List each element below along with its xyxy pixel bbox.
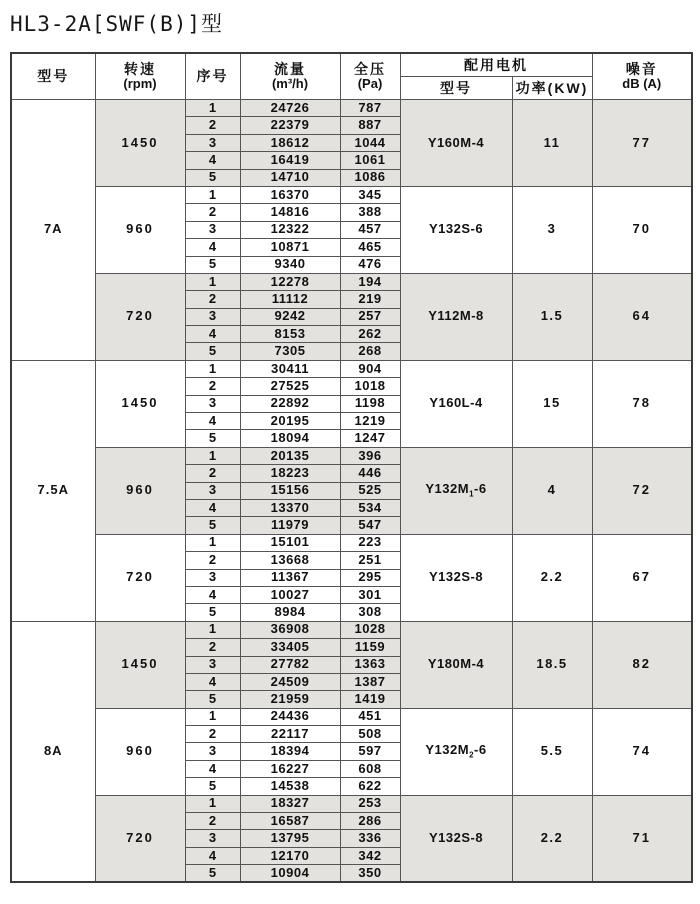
noise-cell: 72 (592, 447, 692, 534)
rpm-cell: 720 (95, 273, 185, 360)
seq-cell: 3 (185, 743, 240, 760)
seq-cell: 4 (185, 413, 240, 430)
motor-model-cell: $Y132M_2-6$ (400, 708, 512, 795)
pressure-cell: 787 (340, 100, 400, 117)
noise-cell: 82 (592, 621, 692, 708)
seq-cell: 3 (185, 134, 240, 151)
flow-cell: 12278 (240, 273, 340, 290)
pressure-cell: 1419 (340, 691, 400, 708)
power-cell: 18.5 (512, 621, 592, 708)
motor-model-cell: Y132S-8 (400, 795, 512, 882)
pressure-cell: 1018 (340, 378, 400, 395)
seq-cell: 5 (185, 778, 240, 795)
seq-cell: 2 (185, 813, 240, 830)
power-cell: 2.2 (512, 795, 592, 882)
table-row (11, 795, 692, 812)
flow-cell: 22117 (240, 726, 340, 743)
seq-cell: 4 (185, 760, 240, 777)
flow-cell: 16370 (240, 186, 340, 203)
flow-cell: 21959 (240, 691, 340, 708)
seq-cell: 4 (185, 326, 240, 343)
flow-cell: 36908 (240, 621, 340, 638)
flow-cell: 13370 (240, 499, 340, 516)
flow-cell: 11979 (240, 517, 340, 534)
pressure-cell: 286 (340, 813, 400, 830)
header-pressure (340, 53, 400, 100)
header-flow-label: 流量 (274, 60, 306, 77)
rpm-cell: 1450 (95, 360, 185, 447)
motor-model-cell: Y112M-8 (400, 273, 512, 360)
pressure-cell: 608 (340, 760, 400, 777)
seq-cell: 2 (185, 204, 240, 221)
pressure-cell: 1198 (340, 395, 400, 412)
pressure-cell: 534 (340, 499, 400, 516)
noise-cell: 74 (592, 708, 692, 795)
flow-cell: 15101 (240, 534, 340, 551)
seq-cell: 1 (185, 273, 240, 290)
pressure-cell: 388 (340, 204, 400, 221)
pressure-cell: 457 (340, 221, 400, 238)
seq-cell: 5 (185, 256, 240, 273)
flow-cell: 16587 (240, 813, 340, 830)
seq-cell: 5 (185, 517, 240, 534)
fan-spec-table (10, 52, 693, 883)
seq-cell: 4 (185, 847, 240, 864)
seq-cell: 2 (185, 726, 240, 743)
flow-cell: 10027 (240, 586, 340, 603)
header-noise (592, 53, 692, 100)
flow-cell: 24509 (240, 673, 340, 690)
pressure-cell: 451 (340, 708, 400, 725)
noise-cell: 78 (592, 360, 692, 447)
motor-model-cell: Y132S-6 (400, 186, 512, 273)
pressure-cell: 1159 (340, 639, 400, 656)
pressure-cell: 1086 (340, 169, 400, 186)
header-model: 型号 (11, 53, 95, 100)
pressure-cell: 904 (340, 360, 400, 377)
flow-cell: 13668 (240, 552, 340, 569)
flow-cell: 18612 (240, 134, 340, 151)
pressure-cell: 1219 (340, 413, 400, 430)
header-noise-unit: dB (A) (622, 76, 662, 92)
pressure-cell: 465 (340, 239, 400, 256)
flow-cell: 8984 (240, 604, 340, 621)
power-cell: 5.5 (512, 708, 592, 795)
pressure-cell: 336 (340, 830, 400, 847)
flow-cell: 11367 (240, 569, 340, 586)
flow-cell: 20195 (240, 413, 340, 430)
seq-cell: 2 (185, 117, 240, 134)
flow-cell: 10904 (240, 865, 340, 882)
seq-cell: 4 (185, 586, 240, 603)
seq-cell: 1 (185, 100, 240, 117)
flow-cell: 16419 (240, 152, 340, 169)
flow-cell: 11112 (240, 291, 340, 308)
table-header (11, 53, 692, 100)
power-cell: 15 (512, 360, 592, 447)
seq-cell: 2 (185, 465, 240, 482)
pressure-cell: 1044 (340, 134, 400, 151)
seq-cell: 3 (185, 308, 240, 325)
pressure-cell: 1247 (340, 430, 400, 447)
flow-cell: 12170 (240, 847, 340, 864)
model-cell: 8A (11, 621, 95, 882)
flow-cell: 7305 (240, 343, 340, 360)
header-speed (95, 53, 185, 100)
header-speed-unit: (rpm) (123, 76, 157, 92)
table-row (11, 708, 692, 725)
rpm-cell: 1450 (95, 100, 185, 187)
power-cell: 1.5 (512, 273, 592, 360)
noise-cell: 77 (592, 100, 692, 187)
seq-cell: 1 (185, 534, 240, 551)
rpm-cell: 720 (95, 795, 185, 882)
table-row (11, 447, 692, 464)
pressure-cell: 219 (340, 291, 400, 308)
seq-cell: 5 (185, 169, 240, 186)
seq-cell: 1 (185, 447, 240, 464)
table-row (11, 273, 692, 290)
header-speed-label: 转速 (124, 60, 156, 77)
motor-model-cell: Y180M-4 (400, 621, 512, 708)
pressure-cell: 257 (340, 308, 400, 325)
seq-cell: 1 (185, 360, 240, 377)
pressure-cell: 268 (340, 343, 400, 360)
table-row (11, 621, 692, 638)
pressure-cell: 622 (340, 778, 400, 795)
flow-cell: 24436 (240, 708, 340, 725)
noise-cell: 67 (592, 534, 692, 621)
rpm-cell: 1450 (95, 621, 185, 708)
header-motor-power: 功率(KW) (512, 77, 592, 100)
header-noise-label: 噪音 (625, 60, 658, 77)
pressure-cell: 508 (340, 726, 400, 743)
rpm-cell: 720 (95, 534, 185, 621)
seq-cell: 3 (185, 830, 240, 847)
seq-cell: 5 (185, 691, 240, 708)
seq-cell: 5 (185, 604, 240, 621)
seq-cell: 1 (185, 708, 240, 725)
pressure-cell: 308 (340, 604, 400, 621)
motor-model-cell: Y160M-4 (400, 100, 512, 187)
flow-cell: 33405 (240, 639, 340, 656)
header-row-1 (11, 53, 692, 77)
model-cell: 7.5A (11, 360, 95, 621)
pressure-cell: 295 (340, 569, 400, 586)
flow-cell: 14710 (240, 169, 340, 186)
noise-cell: 64 (592, 273, 692, 360)
pressure-cell: 1387 (340, 673, 400, 690)
seq-cell: 3 (185, 221, 240, 238)
seq-cell: 2 (185, 552, 240, 569)
pressure-cell: 446 (340, 465, 400, 482)
flow-cell: 22892 (240, 395, 340, 412)
seq-cell: 4 (185, 152, 240, 169)
seq-cell: 1 (185, 795, 240, 812)
rpm-cell: 960 (95, 186, 185, 273)
header-flow-unit: (m³/h) (271, 76, 309, 92)
model-cell: 7A (11, 100, 95, 361)
pressure-cell: 262 (340, 326, 400, 343)
motor-model-cell: Y132S-8 (400, 534, 512, 621)
seq-cell: 1 (185, 621, 240, 638)
flow-cell: 9242 (240, 308, 340, 325)
pressure-cell: 301 (340, 586, 400, 603)
header-motor-model: 型号 (400, 77, 512, 100)
header-flow (240, 53, 340, 100)
seq-cell: 3 (185, 482, 240, 499)
header-motor-group: 配用电机 (400, 53, 592, 77)
seq-cell: 3 (185, 395, 240, 412)
pressure-cell: 251 (340, 552, 400, 569)
header-pressure-unit: (Pa) (357, 76, 383, 92)
flow-cell: 30411 (240, 360, 340, 377)
flow-cell: 13795 (240, 830, 340, 847)
flow-cell: 18327 (240, 795, 340, 812)
noise-cell: 70 (592, 186, 692, 273)
seq-cell: 2 (185, 291, 240, 308)
page-title: HL3-2A[SWF(B)]型 (10, 12, 224, 36)
seq-cell: 4 (185, 673, 240, 690)
flow-cell: 8153 (240, 326, 340, 343)
pressure-cell: 1363 (340, 656, 400, 673)
rpm-cell: 960 (95, 708, 185, 795)
pressure-cell: 887 (340, 117, 400, 134)
flow-cell: 15156 (240, 482, 340, 499)
pressure-cell: 194 (340, 273, 400, 290)
pressure-cell: 597 (340, 743, 400, 760)
flow-cell: 22379 (240, 117, 340, 134)
seq-cell: 3 (185, 569, 240, 586)
motor-model-cell: Y160L-4 (400, 360, 512, 447)
flow-cell: 18094 (240, 430, 340, 447)
flow-cell: 24726 (240, 100, 340, 117)
flow-cell: 18394 (240, 743, 340, 760)
flow-cell: 20135 (240, 447, 340, 464)
seq-cell: 4 (185, 239, 240, 256)
flow-cell: 12322 (240, 221, 340, 238)
seq-cell: 5 (185, 865, 240, 882)
pressure-cell: 350 (340, 865, 400, 882)
seq-cell: 1 (185, 186, 240, 203)
table-row (11, 100, 692, 117)
header-pressure-label: 全压 (354, 60, 386, 77)
pressure-cell: 1061 (340, 152, 400, 169)
pressure-cell: 253 (340, 795, 400, 812)
pressure-cell: 547 (340, 517, 400, 534)
power-cell: 3 (512, 186, 592, 273)
flow-cell: 16227 (240, 760, 340, 777)
flow-cell: 10871 (240, 239, 340, 256)
power-cell: 4 (512, 447, 592, 534)
pressure-cell: 345 (340, 186, 400, 203)
seq-cell: 2 (185, 378, 240, 395)
pressure-cell: 223 (340, 534, 400, 551)
table-row (11, 534, 692, 551)
seq-cell: 4 (185, 499, 240, 516)
pressure-cell: 342 (340, 847, 400, 864)
power-cell: 2.2 (512, 534, 592, 621)
rpm-cell: 960 (95, 447, 185, 534)
flow-cell: 27782 (240, 656, 340, 673)
seq-cell: 5 (185, 430, 240, 447)
pressure-cell: 396 (340, 447, 400, 464)
flow-cell: 18223 (240, 465, 340, 482)
seq-cell: 2 (185, 639, 240, 656)
table-row (11, 186, 692, 203)
motor-model-cell: $Y132M_1-6$ (400, 447, 512, 534)
noise-cell: 71 (592, 795, 692, 882)
pressure-cell: 476 (340, 256, 400, 273)
pressure-cell: 525 (340, 482, 400, 499)
flow-cell: 9340 (240, 256, 340, 273)
table-row (11, 360, 692, 377)
flow-cell: 27525 (240, 378, 340, 395)
flow-cell: 14816 (240, 204, 340, 221)
header-seq: 序号 (185, 53, 240, 100)
flow-cell: 14538 (240, 778, 340, 795)
seq-cell: 5 (185, 343, 240, 360)
table-body (11, 100, 692, 883)
power-cell: 11 (512, 100, 592, 187)
pressure-cell: 1028 (340, 621, 400, 638)
seq-cell: 3 (185, 656, 240, 673)
